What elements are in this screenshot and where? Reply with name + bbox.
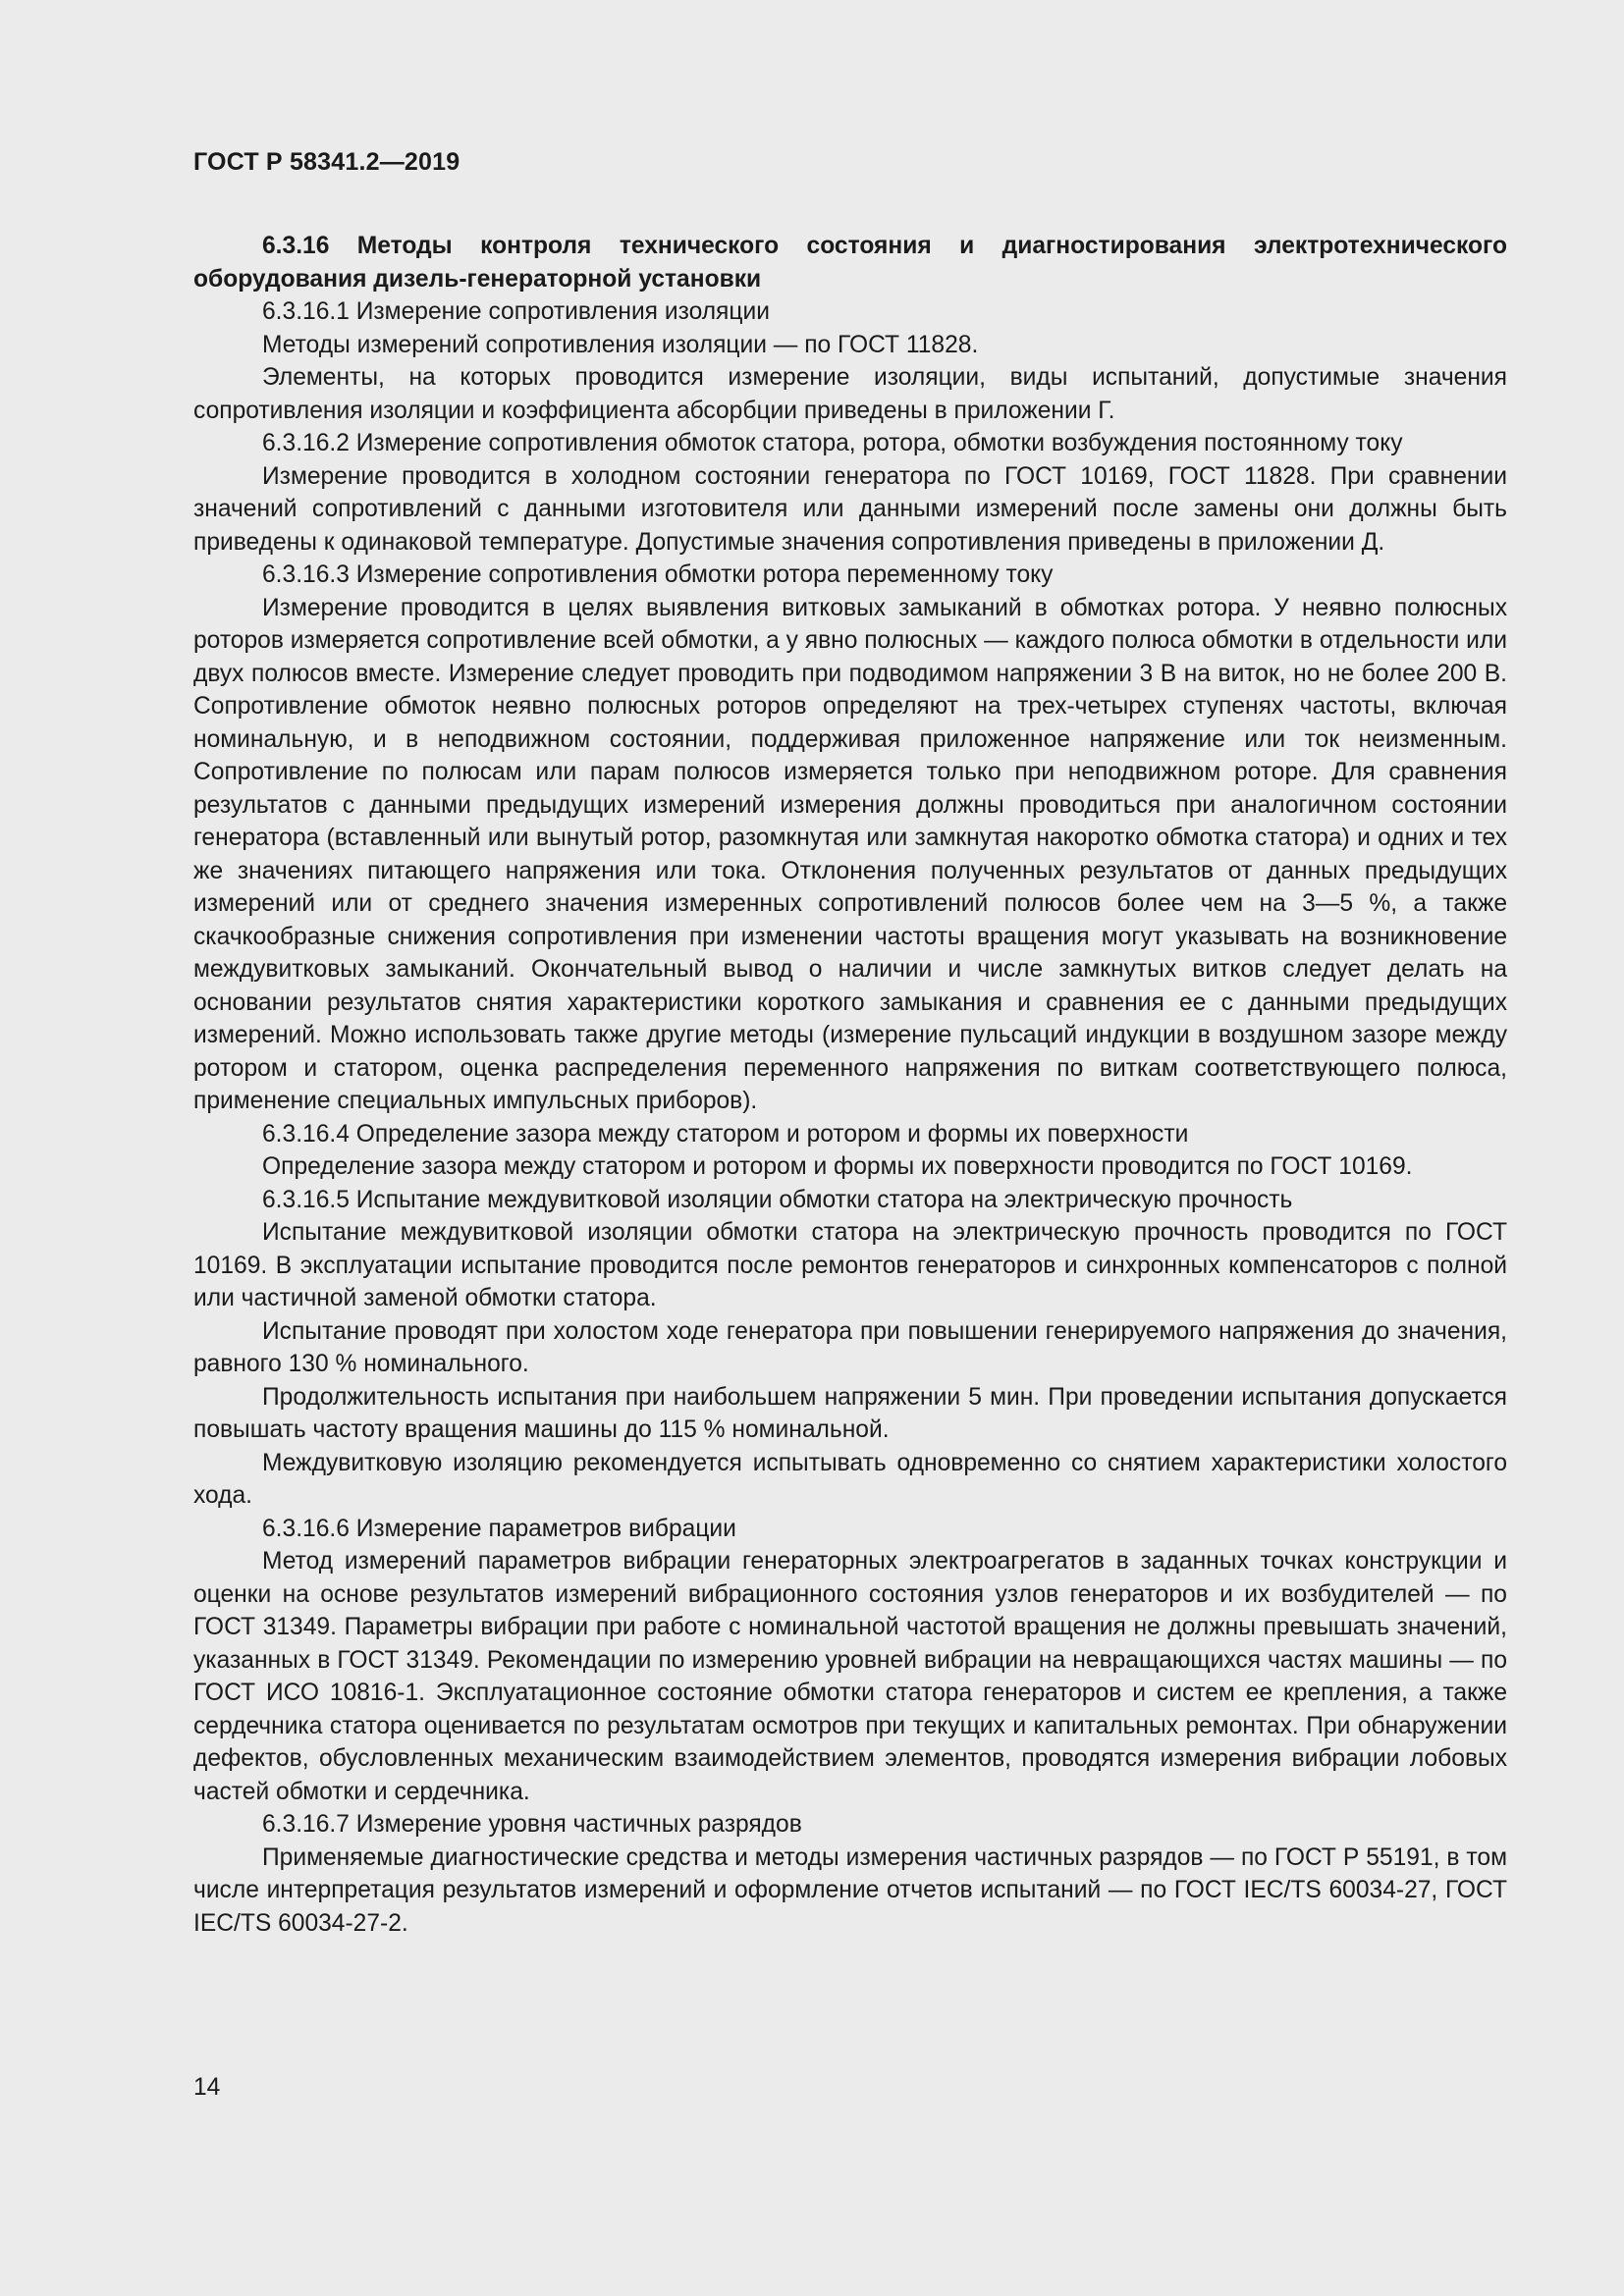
paragraph: Испытание междувитковой изоляции обмотки статора на электрическую прочность проводится по ГОСТ 10169. В эксплуатации испытание проводится после ремонтов генераторов и синхронных компенсаторов с полной или частичной заменой обмотки статора. [193, 1219, 1507, 1311]
paragraph: Метод измерений параметров вибрации генераторных электроагрегатов в заданных точках конструкции и оценки на основе результатов измерений вибрационного состояния узлов генераторов и их возбудителей — по ГОСТ 31349. Параметры вибрации при работе с номинальной частотой вращения не должны превышать значений, указанных в ГОСТ 31349. Рекомендации по измерению уровней вибрации на невращающихся частях машины — по ГОСТ ИСО 10816-1. Эксплуатационное состояние обмотки статора генераторов и систем ее крепления, а также сердечника статора оценивается по результатам осмотров при текущих и капитальных ремонтах. При обнаружении дефектов, обусловленных механическим взаимодействием элементов, проводятся измерения вибрации лобовых частей обмотки и сердечника. [193, 1548, 1507, 1805]
paragraph: Междувитковую изоляцию рекомендуется испытывать одновременно со снятием характеристики холостого хода. [193, 1449, 1507, 1509]
paragraph: Измерение проводится в холодном состоянии генератора по ГОСТ 10169, ГОСТ 11828. При сравнении значений сопротивлений с данными изготовителя или данными измерений после замены они должны быть приведены к одинаковой температуре. Допустимые значения сопротивления приведены в приложении Д. [193, 462, 1507, 556]
document-header: ГОСТ Р 58341.2—2019 [193, 148, 460, 176]
paragraph: 6.3.16.7 Измерение уровня частичных разрядов [262, 1811, 802, 1838]
paragraph: 6.3.16.4 Определение зазора между статором и ротором и формы их поверхности [262, 1120, 1189, 1148]
paragraph: Применяемые диагностические средства и методы измерения частичных разрядов — по ГОСТ Р 55191, в том числе интерпретация результатов измерений и оформление отчетов испытаний — по ГОСТ IEC/TS 60034-27, ГОСТ IEC/TS 60034-27-2. [193, 1843, 1507, 1937]
document-body [193, 230, 1507, 1940]
paragraph: Методы измерений сопротивления изоляции — по ГОСТ 11828. [262, 331, 979, 358]
paragraph: Измерение проводится в целях выявления витковых замыканий в обмотках ротора. У неявно полюсных роторов измеряется сопротивление всей обмотки, а у явно полюсных — каждого полюса обмотки в отдельности или двух полюсов вместе. Измерение следует проводить при подводимом напряжении 3 В на виток, но не более 200 В. Сопротивление обмоток неявно полюсных роторов определяют на трех-четырех ступенях частоты, включая номинальную, и в неподвижном состоянии, поддерживая приложенное напряжение или ток неизменным. Сопротивление по полюсам или парам полюсов измеряется только при неподвижном роторе. Для сравнения результатов с данными предыдущих измерений измерения должны проводиться при аналогичном состоянии генератора (вставленный или вынутый ротор, разомкнутая или замкнутая накоротко обмотка статора) и одних и тех же значениях питающего напряжения или тока. Отклонения полученных результатов от данных предыдущих измерений или от среднего значения измеренных сопротивлений полюсов более чем на 3—5 %, а также скачкообразные снижения сопротивления при изменении частоты вращения могут указывать на возникновение междувитковых замыканий. Окончательный вывод о наличии и числе замкнутых витков следует делать на основании результатов снятия характеристики короткого замыкания и сравнения ее с данными предыдущих измерений. Можно использовать также другие методы (измерение пульсаций индукции в воздушном зазоре между ротором и статором, оценка распределения переменного напряжения по виткам соответствующего полюса, применение специальных импульсных приборов). [193, 594, 1508, 1114]
document-page [193, 145, 1507, 1940]
paragraph: Продолжительность испытания при наибольшем напряжении 5 мин. При проведении испытания допускается повышать частоту вращения машины до 115 % номинальной. [193, 1383, 1507, 1443]
paragraph: Испытание проводят при холостом ходе генератора при повышении генерируемого напряжения до значения, равного 130 % номинального. [193, 1317, 1507, 1377]
paragraph: 6.3.16.5 Испытание междувитковой изоляции обмотки статора на электрическую прочность [262, 1186, 1293, 1213]
page-number: 14 [193, 2074, 221, 2101]
paragraph: Определение зазора между статором и ротором и формы их поверхности проводится по ГОСТ 10169. [262, 1153, 1413, 1180]
section-heading: 6.3.16 Методы контроля технического состояния и диагностирования электротехнического оборудования дизель-генераторной установки [193, 233, 1507, 293]
paragraph: 6.3.16.2 Измерение сопротивления обмоток статора, ротора, обмотки возбуждения постоянному току [262, 430, 1403, 456]
paragraph: 6.3.16.3 Измерение сопротивления обмотки ротора переменному току [262, 561, 1054, 588]
paragraph: 6.3.16.6 Измерение параметров вибрации [262, 1515, 736, 1542]
paragraph: Элементы, на которых проводится измерение изоляции, виды испытаний, допустимые значения сопротивления изоляции и коэффициента абсорбции приведены в приложении Г. [193, 364, 1507, 424]
paragraph: 6.3.16.1 Измерение сопротивления изоляции [262, 298, 770, 325]
